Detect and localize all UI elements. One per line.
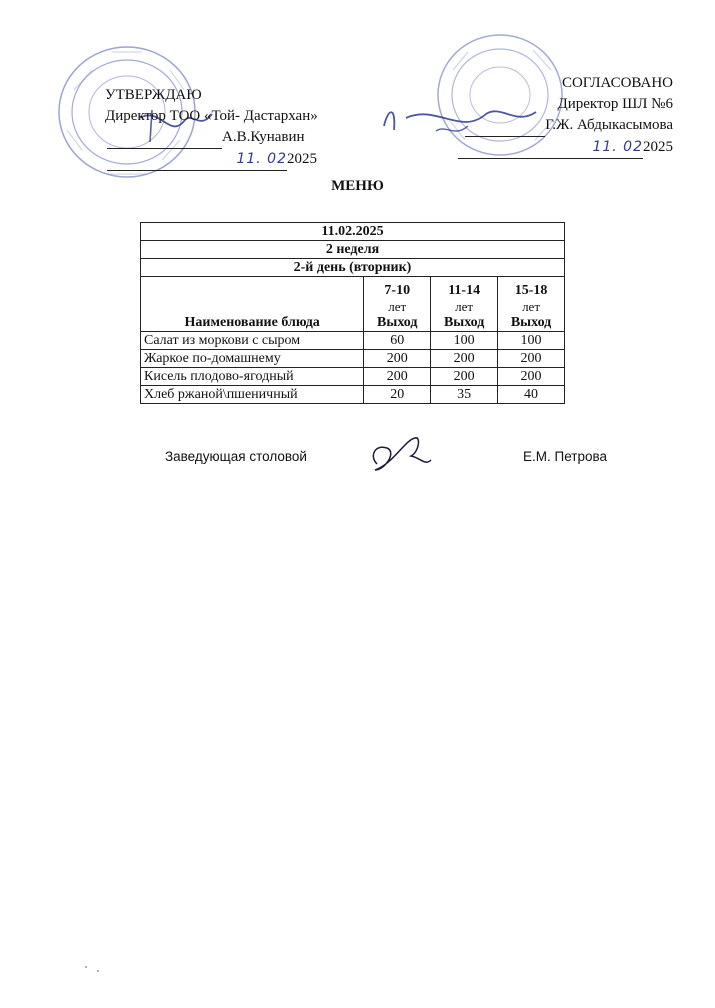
table-row — [141, 386, 565, 404]
age-column-header — [431, 277, 498, 332]
yield-value: 100 — [431, 332, 498, 350]
agree-heading: СОГЛАСОВАНО — [561, 75, 673, 91]
yield-value: 60 — [364, 332, 431, 350]
agree-name-line — [458, 115, 673, 137]
agree-date-underline — [458, 137, 643, 159]
dish-name: Кисель плодово-ягодный — [141, 368, 364, 386]
yield-value: 40 — [498, 386, 565, 404]
age-range: 15-18 — [514, 283, 548, 298]
age-range: 11-14 — [448, 283, 481, 298]
yield-value: 20 — [364, 386, 431, 404]
age-column-header — [364, 277, 431, 332]
yield-value: 200 — [364, 350, 431, 368]
age-unit: лет — [455, 299, 474, 314]
canteen-head-role: Заведующая столовой — [165, 449, 307, 464]
menu-day: 2-й день (вторник) — [141, 259, 565, 277]
agree-position: Директор ШЛ №6 — [557, 96, 673, 112]
yield-value: 200 — [431, 368, 498, 386]
age-range: 7-10 — [384, 283, 411, 298]
yield-label: Выход — [510, 315, 552, 330]
agree-date-line — [458, 137, 673, 159]
table-row — [141, 350, 565, 368]
menu-week-row — [141, 241, 565, 259]
yield-label: Выход — [443, 315, 485, 330]
signature-canteen-head — [365, 430, 435, 478]
yield-value: 35 — [431, 386, 498, 404]
age-unit: лет — [388, 299, 407, 314]
approve-name: А.В.Кунавин — [222, 129, 305, 145]
document-title: МЕНЮ — [331, 178, 384, 194]
dish-name: Салат из моркови с сыром — [141, 332, 364, 350]
dish-name: Жаркое по-домашнему — [141, 350, 364, 368]
menu-header-row — [141, 277, 565, 332]
dish-name: Хлеб ржаной\пшеничный — [141, 386, 364, 404]
agree-block — [458, 73, 673, 159]
approve-date-handwritten: 11. 02 — [236, 151, 287, 167]
approve-block — [105, 85, 318, 171]
menu-day-row — [141, 259, 565, 277]
table-row — [141, 332, 565, 350]
approve-year: 2025 — [287, 151, 317, 167]
yield-value: 200 — [498, 368, 565, 386]
menu-table — [140, 222, 565, 404]
agree-date-handwritten: 11. 02 — [592, 139, 643, 155]
table-row — [141, 368, 565, 386]
approve-position: Директор ТОО «Той- Дастархан» — [105, 108, 318, 124]
canteen-head-name: Е.М. Петрова — [523, 449, 607, 464]
yield-value: 200 — [498, 350, 565, 368]
agree-name: Г.Ж. Абдыкасымова — [545, 117, 673, 133]
menu-week: 2 неделя — [141, 241, 565, 259]
approve-signature-line — [107, 127, 222, 149]
yield-value: 200 — [431, 350, 498, 368]
dish-column-header: Наименование блюда — [141, 277, 364, 332]
approve-name-line — [105, 127, 318, 149]
approve-date-underline — [107, 149, 287, 171]
age-column-header — [498, 277, 565, 332]
agree-signature-line — [465, 115, 545, 137]
yield-value: 100 — [498, 332, 565, 350]
scan-speck — [97, 970, 99, 972]
yield-value: 200 — [364, 368, 431, 386]
menu-date-row — [141, 223, 565, 241]
scan-speck — [85, 966, 87, 968]
yield-label: Выход — [377, 315, 418, 330]
menu-date: 11.02.2025 — [141, 223, 565, 241]
age-unit: лет — [522, 299, 541, 314]
approve-heading: УТВЕРЖДАЮ — [105, 87, 202, 103]
approve-date-line — [105, 149, 318, 171]
agree-year: 2025 — [643, 139, 673, 155]
